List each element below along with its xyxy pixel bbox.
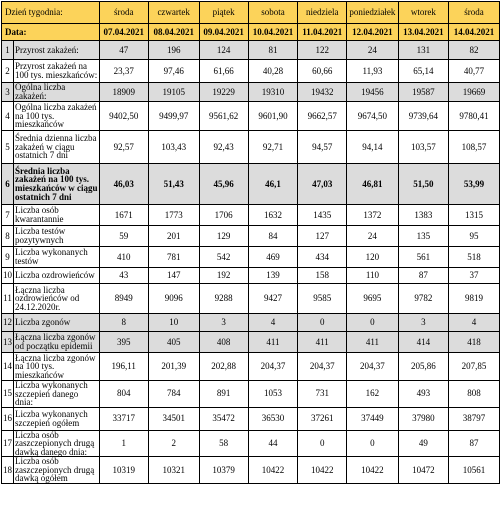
value-cell: 9585 bbox=[298, 284, 347, 314]
row-number: 5 bbox=[2, 131, 14, 164]
value-cell: 95 bbox=[449, 226, 500, 247]
date-cell: 08.04.2021 bbox=[148, 24, 199, 41]
value-cell: 131 bbox=[398, 41, 448, 60]
value-cell: 207,85 bbox=[449, 353, 500, 381]
value-cell: 395 bbox=[99, 332, 148, 353]
value-cell: 9739,64 bbox=[398, 102, 448, 131]
table-row bbox=[2, 83, 500, 102]
value-cell: 10472 bbox=[398, 457, 448, 484]
date-cell: 14.04.2021 bbox=[449, 24, 500, 41]
value-cell: 202,88 bbox=[199, 353, 248, 381]
value-cell: 46,81 bbox=[347, 164, 399, 205]
value-cell: 92,57 bbox=[99, 131, 148, 164]
value-cell: 9288 bbox=[199, 284, 248, 314]
day-cell: czwartek bbox=[148, 2, 199, 24]
row-number: 2 bbox=[2, 60, 14, 83]
value-cell: 124 bbox=[199, 41, 248, 60]
row-label: Liczba osób zaszczepionych drugą dawką danego dnia: bbox=[14, 430, 100, 457]
date-cell: 11.04.2021 bbox=[298, 24, 347, 41]
value-cell: 135 bbox=[398, 226, 448, 247]
value-cell: 411 bbox=[298, 332, 347, 353]
header-days-row bbox=[2, 2, 500, 24]
table-row bbox=[2, 430, 500, 457]
value-cell: 204,37 bbox=[298, 353, 347, 381]
row-number: 16 bbox=[2, 407, 14, 430]
value-cell: 3 bbox=[199, 314, 248, 332]
value-cell: 10422 bbox=[347, 457, 399, 484]
row-label: Przyrost zakażeń: bbox=[14, 41, 100, 60]
row-label: Liczba ozdrowieńców bbox=[14, 268, 100, 284]
value-cell: 92,71 bbox=[248, 131, 298, 164]
value-cell: 9780,41 bbox=[449, 102, 500, 131]
value-cell: 58 bbox=[199, 430, 248, 457]
date-cell: 12.04.2021 bbox=[347, 24, 399, 41]
table-row bbox=[2, 226, 500, 247]
value-cell: 94,14 bbox=[347, 131, 399, 164]
value-cell: 60,66 bbox=[298, 60, 347, 83]
day-cell: środa bbox=[99, 2, 148, 24]
value-cell: 1053 bbox=[248, 381, 298, 408]
row-number: 14 bbox=[2, 353, 14, 381]
value-cell: 9499,97 bbox=[148, 102, 199, 131]
value-cell: 731 bbox=[298, 381, 347, 408]
value-cell: 542 bbox=[199, 247, 248, 268]
row-label: Liczba wykonanych testów bbox=[14, 247, 100, 268]
value-cell: 1706 bbox=[199, 205, 248, 226]
day-cell: środa bbox=[449, 2, 500, 24]
value-cell: 51,50 bbox=[398, 164, 448, 205]
value-cell: 9782 bbox=[398, 284, 448, 314]
value-cell: 162 bbox=[347, 381, 399, 408]
value-cell: 3 bbox=[398, 314, 448, 332]
day-cell: sobota bbox=[248, 2, 298, 24]
day-label: Dzień tygodnia: bbox=[2, 2, 100, 24]
row-label: Łączna liczba ozdrowieńców od 24.12.2020r. bbox=[14, 284, 100, 314]
value-cell: 45,96 bbox=[199, 164, 248, 205]
row-label: Liczba osób kwarantannie bbox=[14, 205, 100, 226]
value-cell: 9662,57 bbox=[298, 102, 347, 131]
row-number: 18 bbox=[2, 457, 14, 484]
value-cell: 103,57 bbox=[398, 131, 448, 164]
value-cell: 8 bbox=[99, 314, 148, 332]
table-row bbox=[2, 332, 500, 353]
day-cell: niedziela bbox=[298, 2, 347, 24]
value-cell: 49 bbox=[398, 430, 448, 457]
value-cell: 781 bbox=[148, 247, 199, 268]
row-number: 10 bbox=[2, 268, 14, 284]
value-cell: 10321 bbox=[148, 457, 199, 484]
value-cell: 87 bbox=[449, 430, 500, 457]
row-number: 3 bbox=[2, 83, 14, 102]
value-cell: 0 bbox=[298, 314, 347, 332]
value-cell: 8949 bbox=[99, 284, 148, 314]
row-number: 7 bbox=[2, 205, 14, 226]
value-cell: 4 bbox=[248, 314, 298, 332]
value-cell: 1671 bbox=[99, 205, 148, 226]
value-cell: 1315 bbox=[449, 205, 500, 226]
value-cell: 408 bbox=[199, 332, 248, 353]
row-label: Średnia liczba zakażeń na 100 tys. mieszkańców w ciągu ostatnich 7 dni bbox=[14, 164, 100, 205]
value-cell: 46,03 bbox=[99, 164, 148, 205]
value-cell: 205,86 bbox=[398, 353, 448, 381]
table-row bbox=[2, 41, 500, 60]
value-cell: 110 bbox=[347, 268, 399, 284]
row-number: 11 bbox=[2, 284, 14, 314]
row-label: Średnia dzienna liczba zakażeń w ciągu ostatnich 7 dni bbox=[14, 131, 100, 164]
value-cell: 10561 bbox=[449, 457, 500, 484]
value-cell: 0 bbox=[347, 314, 399, 332]
value-cell: 120 bbox=[347, 247, 399, 268]
value-cell: 47,03 bbox=[298, 164, 347, 205]
day-cell: wtorek bbox=[398, 2, 448, 24]
row-number: 1 bbox=[2, 41, 14, 60]
row-label: Liczba testów pozytywnych bbox=[14, 226, 100, 247]
value-cell: 53,99 bbox=[449, 164, 500, 205]
value-cell: 0 bbox=[298, 430, 347, 457]
value-cell: 493 bbox=[398, 381, 448, 408]
value-cell: 10422 bbox=[298, 457, 347, 484]
value-cell: 19669 bbox=[449, 83, 500, 102]
value-cell: 204,37 bbox=[248, 353, 298, 381]
value-cell: 19310 bbox=[248, 83, 298, 102]
value-cell: 24 bbox=[347, 41, 399, 60]
value-cell: 59 bbox=[99, 226, 148, 247]
value-cell: 94,57 bbox=[298, 131, 347, 164]
value-cell: 1773 bbox=[148, 205, 199, 226]
value-cell: 10319 bbox=[99, 457, 148, 484]
value-cell: 108,57 bbox=[449, 131, 500, 164]
value-cell: 24 bbox=[347, 226, 399, 247]
value-cell: 1632 bbox=[248, 205, 298, 226]
value-cell: 19229 bbox=[199, 83, 248, 102]
value-cell: 196 bbox=[148, 41, 199, 60]
table-row bbox=[2, 353, 500, 381]
row-number: 17 bbox=[2, 430, 14, 457]
value-cell: 411 bbox=[347, 332, 399, 353]
value-cell: 122 bbox=[298, 41, 347, 60]
row-label: Łączna liczba zgonów na 100 tys. mieszkańców bbox=[14, 353, 100, 381]
row-label: Przyrost zakażeń na 100 tys. mieszkańców: bbox=[14, 60, 100, 83]
value-cell: 19456 bbox=[347, 83, 399, 102]
value-cell: 87 bbox=[398, 268, 448, 284]
header-dates-row bbox=[2, 24, 500, 41]
covid-stats-table bbox=[1, 1, 500, 484]
value-cell: 561 bbox=[398, 247, 448, 268]
value-cell: 37449 bbox=[347, 407, 399, 430]
value-cell: 9601,90 bbox=[248, 102, 298, 131]
value-cell: 9561,62 bbox=[199, 102, 248, 131]
value-cell: 2 bbox=[148, 430, 199, 457]
table-row bbox=[2, 247, 500, 268]
value-cell: 469 bbox=[248, 247, 298, 268]
row-number: 8 bbox=[2, 226, 14, 247]
row-number: 12 bbox=[2, 314, 14, 332]
value-cell: 81 bbox=[248, 41, 298, 60]
value-cell: 43 bbox=[99, 268, 148, 284]
date-cell: 10.04.2021 bbox=[248, 24, 298, 41]
value-cell: 158 bbox=[298, 268, 347, 284]
value-cell: 784 bbox=[148, 381, 199, 408]
day-cell: piątek bbox=[199, 2, 248, 24]
value-cell: 808 bbox=[449, 381, 500, 408]
value-cell: 1435 bbox=[298, 205, 347, 226]
value-cell: 82 bbox=[449, 41, 500, 60]
value-cell: 23,37 bbox=[99, 60, 148, 83]
row-label: Liczba osób zaszczepionych drugą dawką ogółem bbox=[14, 457, 100, 484]
value-cell: 33717 bbox=[99, 407, 148, 430]
table-row bbox=[2, 164, 500, 205]
value-cell: 103,43 bbox=[148, 131, 199, 164]
value-cell: 411 bbox=[248, 332, 298, 353]
value-cell: 40,77 bbox=[449, 60, 500, 83]
value-cell: 36530 bbox=[248, 407, 298, 430]
table-row bbox=[2, 381, 500, 408]
value-cell: 92,43 bbox=[199, 131, 248, 164]
row-label: Łączna liczba zgonów od początku epidemii bbox=[14, 332, 100, 353]
row-number: 4 bbox=[2, 102, 14, 131]
value-cell: 201 bbox=[148, 226, 199, 247]
date-label: Data: bbox=[2, 24, 100, 41]
date-cell: 13.04.2021 bbox=[398, 24, 448, 41]
value-cell: 10379 bbox=[199, 457, 248, 484]
value-cell: 147 bbox=[148, 268, 199, 284]
value-cell: 61,66 bbox=[199, 60, 248, 83]
value-cell: 1372 bbox=[347, 205, 399, 226]
table-row bbox=[2, 268, 500, 284]
table-row bbox=[2, 131, 500, 164]
value-cell: 418 bbox=[449, 332, 500, 353]
value-cell: 65,14 bbox=[398, 60, 448, 83]
table-row bbox=[2, 205, 500, 226]
value-cell: 434 bbox=[298, 247, 347, 268]
row-label: Liczba wykonanych szczepień danego dnia: bbox=[14, 381, 100, 408]
value-cell: 46,1 bbox=[248, 164, 298, 205]
value-cell: 410 bbox=[99, 247, 148, 268]
value-cell: 9402,50 bbox=[99, 102, 148, 131]
value-cell: 37261 bbox=[298, 407, 347, 430]
value-cell: 891 bbox=[199, 381, 248, 408]
row-number: 15 bbox=[2, 381, 14, 408]
value-cell: 10422 bbox=[248, 457, 298, 484]
value-cell: 44 bbox=[248, 430, 298, 457]
row-number: 13 bbox=[2, 332, 14, 353]
value-cell: 201,39 bbox=[148, 353, 199, 381]
row-label: Liczba zgonów bbox=[14, 314, 100, 332]
date-cell: 09.04.2021 bbox=[199, 24, 248, 41]
value-cell: 9695 bbox=[347, 284, 399, 314]
table-row bbox=[2, 314, 500, 332]
value-cell: 1383 bbox=[398, 205, 448, 226]
value-cell: 19432 bbox=[298, 83, 347, 102]
row-label: Ogólna liczba zakażeń: bbox=[14, 83, 100, 102]
value-cell: 4 bbox=[449, 314, 500, 332]
value-cell: 37980 bbox=[398, 407, 448, 430]
value-cell: 129 bbox=[199, 226, 248, 247]
value-cell: 11,93 bbox=[347, 60, 399, 83]
value-cell: 9096 bbox=[148, 284, 199, 314]
value-cell: 35472 bbox=[199, 407, 248, 430]
value-cell: 127 bbox=[298, 226, 347, 247]
value-cell: 139 bbox=[248, 268, 298, 284]
value-cell: 518 bbox=[449, 247, 500, 268]
row-number: 6 bbox=[2, 164, 14, 205]
date-cell: 07.04.2021 bbox=[99, 24, 148, 41]
value-cell: 9427 bbox=[248, 284, 298, 314]
value-cell: 0 bbox=[347, 430, 399, 457]
value-cell: 10 bbox=[148, 314, 199, 332]
table-row bbox=[2, 102, 500, 131]
value-cell: 84 bbox=[248, 226, 298, 247]
value-cell: 47 bbox=[99, 41, 148, 60]
value-cell: 804 bbox=[99, 381, 148, 408]
value-cell: 38797 bbox=[449, 407, 500, 430]
value-cell: 414 bbox=[398, 332, 448, 353]
value-cell: 19587 bbox=[398, 83, 448, 102]
value-cell: 34501 bbox=[148, 407, 199, 430]
day-cell: poniedziałek bbox=[347, 2, 399, 24]
value-cell: 51,43 bbox=[148, 164, 199, 205]
table-row bbox=[2, 284, 500, 314]
table-row bbox=[2, 407, 500, 430]
value-cell: 9819 bbox=[449, 284, 500, 314]
value-cell: 9674,50 bbox=[347, 102, 399, 131]
row-number: 9 bbox=[2, 247, 14, 268]
value-cell: 196,11 bbox=[99, 353, 148, 381]
table-row bbox=[2, 60, 500, 83]
value-cell: 40,28 bbox=[248, 60, 298, 83]
value-cell: 192 bbox=[199, 268, 248, 284]
value-cell: 97,46 bbox=[148, 60, 199, 83]
row-label: Liczba wykonanych szczepień ogółem bbox=[14, 407, 100, 430]
value-cell: 204,37 bbox=[347, 353, 399, 381]
value-cell: 405 bbox=[148, 332, 199, 353]
value-cell: 37 bbox=[449, 268, 500, 284]
value-cell: 18909 bbox=[99, 83, 148, 102]
row-label: Ogólna liczba zakażeń na 100 tys. mieszkańców bbox=[14, 102, 100, 131]
table-row bbox=[2, 457, 500, 484]
value-cell: 19105 bbox=[148, 83, 199, 102]
value-cell: 1 bbox=[99, 430, 148, 457]
